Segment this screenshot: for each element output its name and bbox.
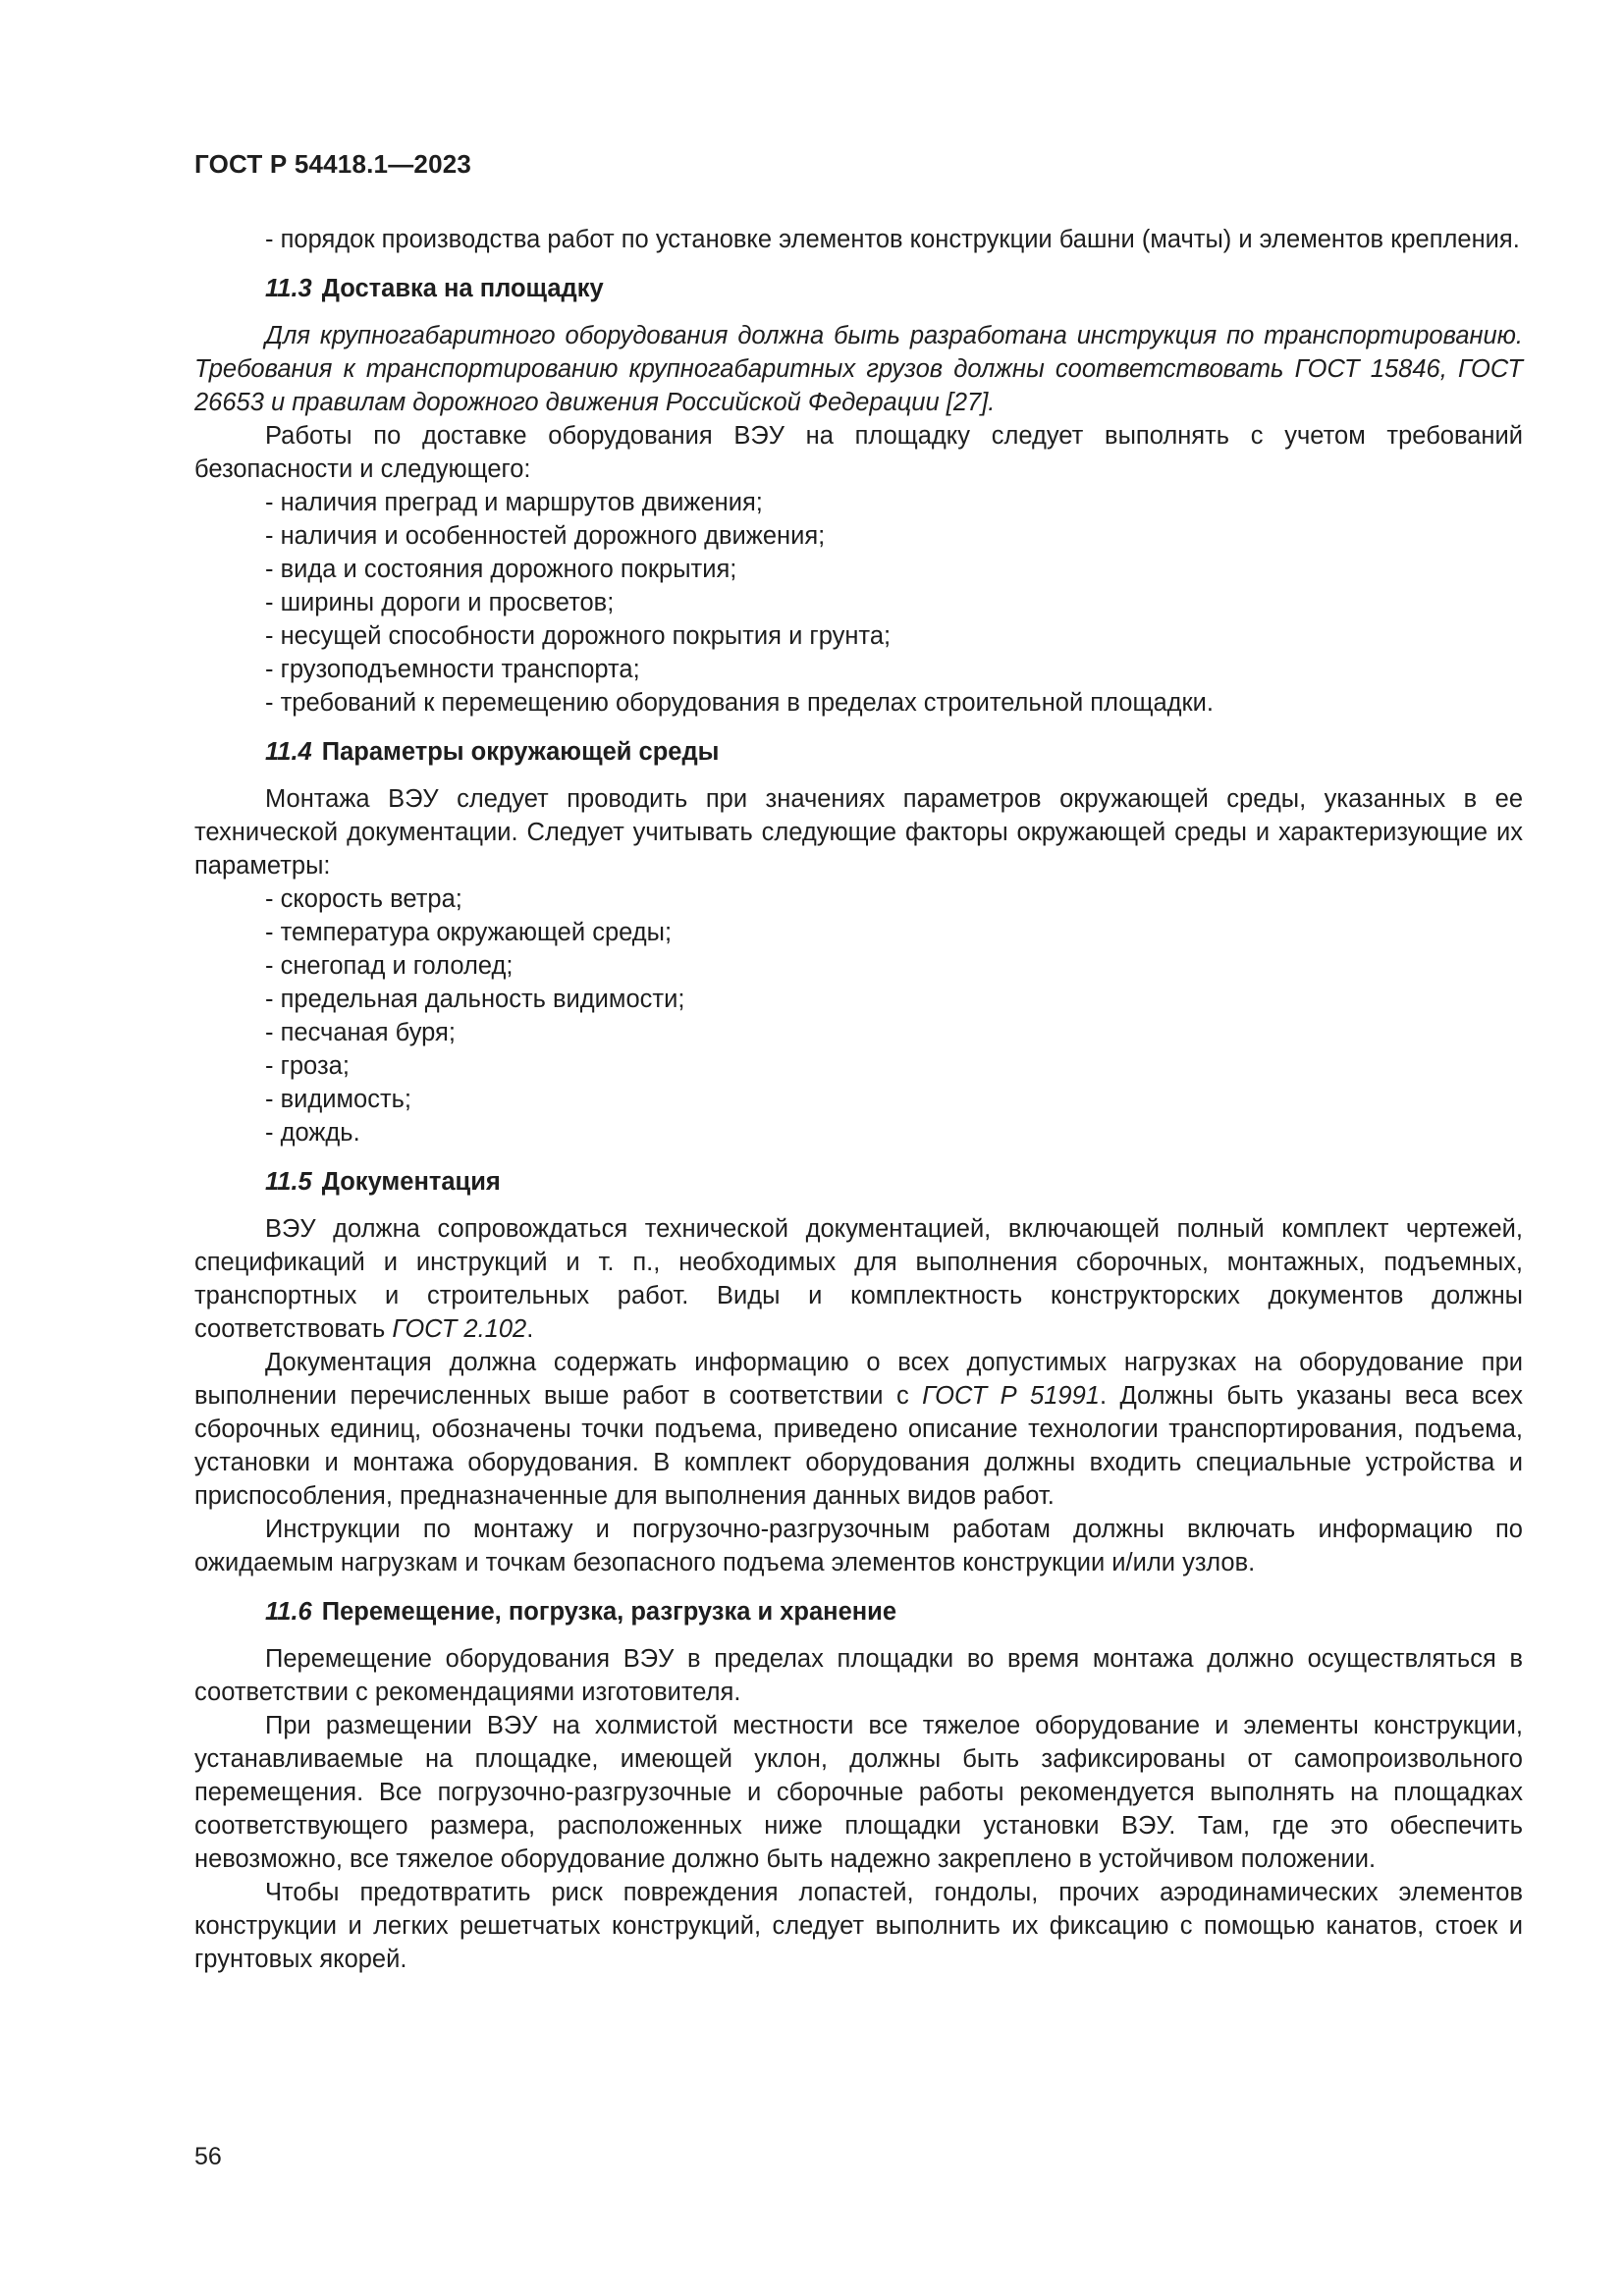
list-item: - ширины дороги и просветов; [265,589,615,616]
list-item: - требований к перемещению оборудования в пределах строительной площадки. [265,689,1214,717]
paragraph-text: . Должны быть указаны веса всех сборочных единиц, обозначены точки подъема, приведено описание технологии транспортирования, подъема, установки и монтажа оборудования. В комплект оборудования должны входить специальные устройства и приспособления, предназначенные для выполнения данных видов работ. [194,1382,1523,1510]
section-title: Доставка на площадку [321,275,604,302]
section-11-5-paragraph-2 [194,1346,1523,1513]
list-item: - предельная дальность видимости; [265,986,685,1013]
section-number: 11.5 [265,1168,312,1196]
section-number: 11.3 [265,275,312,302]
list-item: - температура окружающей среды; [265,919,673,946]
standard-reference: ГОСТ Р 51991 [922,1382,1100,1410]
list-item: - гроза; [265,1052,350,1080]
paragraph-text: Документация должна содержать информацию о всех допустимых нагрузках на оборудование при выполнении перечисленных выше работ в соответствии с [194,1349,1523,1410]
document-body [194,223,1523,1976]
section-number: 11.6 [265,1598,312,1626]
paragraph-text: ВЭУ должна сопровождаться технической документацией, включающей полный комплект чертежей, спецификаций и инструкций и т. п., необходимых для выполнения сборочных, монтажных, подъемных, транспортных и строительных работ. Виды и комплектность конструкторских документов должны соответствовать [194,1215,1523,1343]
section-11-5-paragraph-3: Инструкции по монтажу и погрузочно-разгрузочным работам должны включать информацию по ожидаемым нагрузкам и точкам безопасного подъема элементов конструкции и/или узлов. [194,1516,1523,1576]
document-header: ГОСТ Р 54418.1—2023 [194,149,472,179]
section-11-3-paragraph-2: Работы по доставке оборудования ВЭУ на площадку следует выполнять с учетом требований безопасности и следующего: [194,422,1523,483]
intro-paragraph: - порядок производства работ по установке элементов конструкции башни (мачты) и элементов крепления. [265,226,1520,253]
section-number: 11.4 [265,738,312,766]
section-11-5-heading [265,1165,1523,1199]
section-11-3-heading [265,272,1523,305]
list-item: - скорость ветра; [265,885,462,913]
section-11-6-paragraph-1: Перемещение оборудования ВЭУ в пределах площадки во время монтажа должно осуществляться в соответствии с рекомендациями изготовителя. [194,1645,1523,1706]
list-item: - песчаная буря; [265,1019,456,1046]
page-number: 56 [194,2143,222,2170]
list-item: - вида и состояния дорожного покрытия; [265,556,737,583]
list-item: - грузоподъемности транспорта; [265,656,640,683]
list-item: - несущей способности дорожного покрытия и грунта; [265,622,892,650]
list-item: - видимость; [265,1086,412,1113]
section-title: Перемещение, погрузка, разгрузка и хранение [321,1598,897,1626]
section-11-5-paragraph-1 [194,1212,1523,1346]
section-11-6-heading [265,1595,1523,1629]
section-title: Документация [321,1168,501,1196]
list-item: - дождь. [265,1119,360,1147]
paragraph-text: . [526,1315,534,1343]
section-11-3-paragraph-1: Для крупногабаритного оборудования должна быть разработана инструкция по транспортированию. Требования к транспортированию крупногабаритных грузов должны соответствовать ГОСТ 15846, ГОСТ 26653 и правилам дорожного движения Российской Федерации [27]. [194,322,1523,416]
list-item: - наличия и особенностей дорожного движения; [265,522,826,550]
list-item: - снегопад и гололед; [265,952,514,980]
section-11-6-paragraph-3: Чтобы предотвратить риск повреждения лопастей, гондолы, прочих аэродинамических элементов конструкции и легких решетчатых конструкций, следует выполнить их фиксацию с помощью канатов, стоек и грунтовых якорей. [194,1879,1523,1973]
section-title: Параметры окружающей среды [321,738,720,766]
section-11-4-paragraph-1: Монтажа ВЭУ следует проводить при значениях параметров окружающей среды, указанных в ее технической документации. Следует учитывать следующие факторы окружающей среды и характеризующие их параметры: [194,785,1523,880]
section-11-6-paragraph-2: При размещении ВЭУ на холмистой местности все тяжелое оборудование и элементы конструкции, устанавливаемые на площадке, имеющей уклон, должны быть зафиксированы от самопроизвольного перемещения. Все погрузочно-разгрузочные и сборочные работы рекомендуется выполнять на площадках соответствующего размера, расположенных ниже площадки установки ВЭУ. Там, где это обеспечить невозможно, все тяжелое оборудование должно быть надежно закреплено в устойчивом положении. [194,1712,1523,1873]
standard-reference: ГОСТ 2.102 [392,1315,527,1343]
section-11-4-heading [265,735,1523,769]
list-item: - наличия преград и маршрутов движения; [265,489,763,516]
